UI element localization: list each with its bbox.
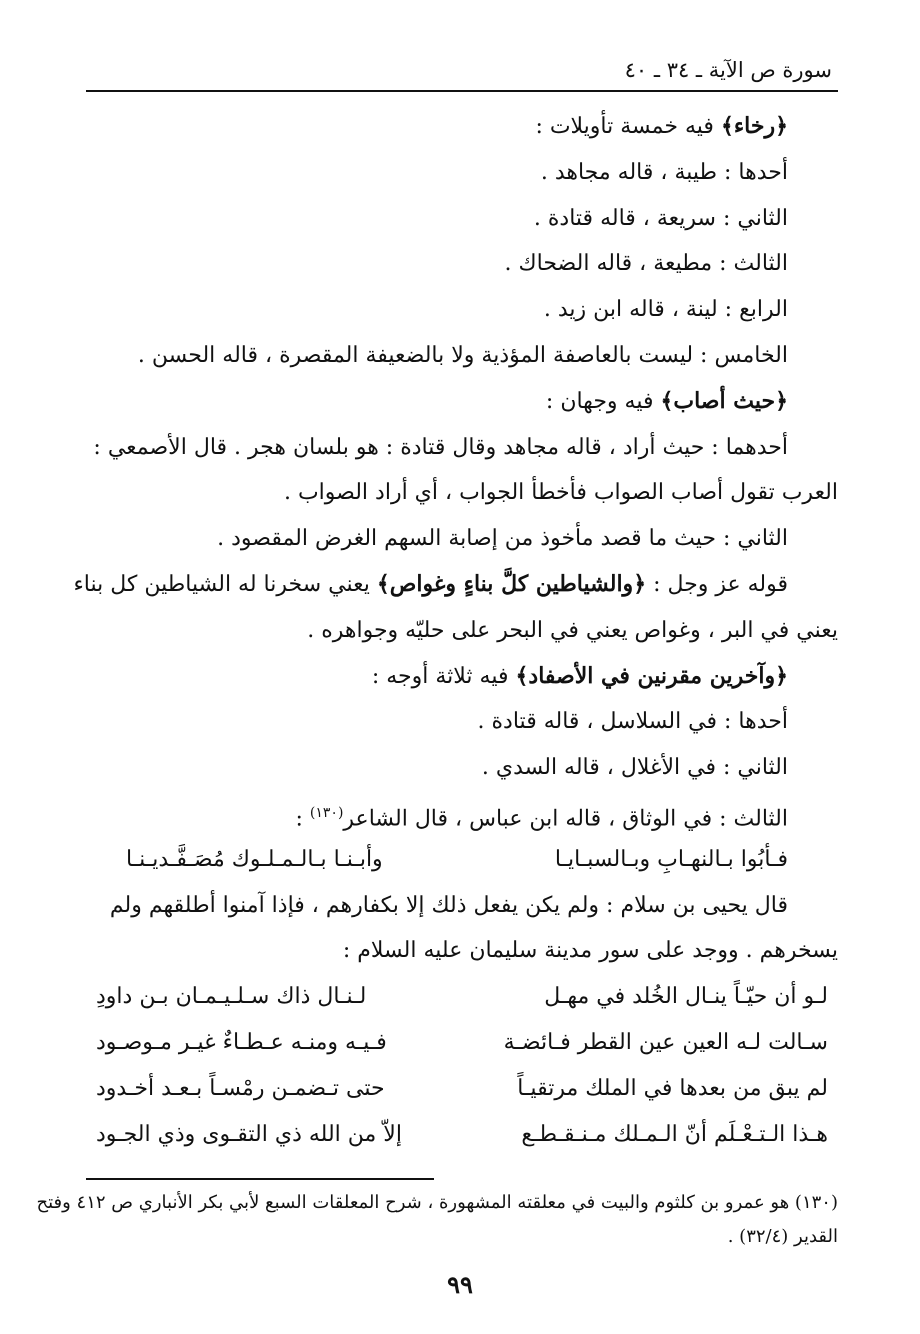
quran-term: وآخرين مقرنين في الأصفاد xyxy=(528,662,776,689)
verse-hemistich-first: لم يبق من بعدها في الملك مرتقيـاً xyxy=(517,1075,828,1101)
verse-hemistich-first: لـو أن حيّـاً ينـال الخُلد في مهـل xyxy=(544,984,828,1010)
verse-hemistich-first: سـالت لـه العين عين القطر فـائضـة xyxy=(503,1029,828,1055)
text-line: الخامس : ليست بالعاصفة المؤذية ولا بالضعيفة المقصرة ، قاله الحسن . xyxy=(137,342,788,368)
poem-line xyxy=(86,974,838,1020)
text-line: الثالث : مطيعة ، قاله الضحاك . xyxy=(504,251,788,277)
line-text: فيه خمسة تأويلات : xyxy=(535,114,721,139)
poem-line xyxy=(86,1066,838,1112)
poem-line xyxy=(86,1020,838,1066)
line-text: الثالث : في الوثاق ، قاله ابن عباس ، قال الشاعر xyxy=(343,806,788,832)
quran-bracket-close: ﴾ xyxy=(515,662,529,689)
verse-hemistich-first: هـذا الـتـعْـلَم أنّ الـمـلك مـنـقـطـع xyxy=(521,1121,828,1147)
line-text: فيه وجهان : xyxy=(545,388,661,414)
header-rule xyxy=(86,90,838,92)
line-text: يعني سخرنا له الشياطين كل بناء xyxy=(73,571,377,597)
quran-bracket-close: ﴾ xyxy=(660,387,674,414)
quran-term: رخاء xyxy=(733,113,776,139)
text-line: يسخرهم . ووجد على سور مدينة سليمان عليه السلام : xyxy=(342,938,838,964)
poem-line xyxy=(86,1112,838,1158)
text-line: الرابع : لينة ، قاله ابن زيد . xyxy=(543,297,788,323)
line-text: فيه ثلاثة أوجه : xyxy=(371,663,516,689)
verse-hemistich-second: لـنـال ذاك سـلـيـمـان بـن داودِ xyxy=(96,984,367,1010)
quran-bracket-close: ﴾ xyxy=(376,570,390,597)
text-line: يعني في البر ، وغواص يعني في البحر على حليّه وجواهره . xyxy=(307,617,838,643)
text-line: الثاني : حيث ما قصد مأخوذ من إصابة السهم الغرض المقصود . xyxy=(217,526,788,552)
line-text: قوله عز وجل : xyxy=(646,571,788,597)
quran-bracket-open: ﴿ xyxy=(775,662,788,689)
verse-line xyxy=(86,837,838,883)
text-line: أحدها : في السلاسل ، قاله قتادة . xyxy=(477,709,788,735)
body-text xyxy=(73,104,838,1157)
verse-hemistich-second: حتى تـضمـن رمْسـاً بـعـد أخـدود xyxy=(96,1075,385,1101)
footnote-line: القدير (٣٢/٤) . xyxy=(727,1226,838,1247)
text-line: الثاني : في الأغلال ، قاله السدي . xyxy=(481,755,788,781)
verse-hemistich-second: فـيـه ومنـه عـطـاءٌ غيـر مـوصـود xyxy=(96,1029,387,1055)
text-line xyxy=(86,379,838,425)
verse-hemistich-first: فـأبُوا بـالنهـابِ وبـالسبـايـا xyxy=(554,846,788,872)
verse-hemistich-second: إلاّ من الله ذي التقـوى وذي الجـود xyxy=(96,1121,402,1147)
quran-bracket-close: ﴾ xyxy=(720,113,734,139)
footnotes xyxy=(36,1186,838,1254)
text-line: العرب تقول أصاب الصواب فأخطأ الجواب ، أي أراد الصواب . xyxy=(283,480,838,506)
footnote-ref: (١٣٠) xyxy=(309,804,344,821)
footnote-rule xyxy=(86,1178,434,1180)
text-line: قال يحيى بن سلام : ولم يكن يفعل ذلك إلا بكفارهم ، فإذا آمنوا أطلقهم ولم xyxy=(109,892,788,918)
quran-term: حيث أصاب xyxy=(673,387,776,414)
text-line: الثاني : سريعة ، قاله قتادة . xyxy=(533,205,788,231)
line-text: : xyxy=(295,806,310,832)
quran-bracket-open: ﴿ xyxy=(775,113,788,139)
quran-bracket-open: ﴿ xyxy=(775,387,788,414)
text-line xyxy=(73,562,838,608)
text-line xyxy=(86,654,838,700)
text-line xyxy=(86,104,838,150)
text-line: أحدهما : حيث أراد ، قاله مجاهد وقال قتادة : هو بلسان هجر . قال الأصمعي : xyxy=(93,434,788,460)
running-header: سورة ص الآية ـ ٣٤ ـ ٤٠ xyxy=(624,58,832,82)
quran-bracket-open: ﴿ xyxy=(633,570,647,597)
footnote-line: (١٣٠) هو عمرو بن كلثوم والبيت في معلقته المشهورة ، شرح المعلقات السبع لأبي بكر الأنباري ص ٤١٢ وفتح xyxy=(36,1192,838,1213)
page-number: ٩٩ xyxy=(447,1270,473,1299)
text-line xyxy=(86,791,838,837)
verse-hemistich-second: وأبـنـا بـالـمـلـوك مُصَـفَّـديـنـا xyxy=(126,846,383,872)
text-line: أحدها : طيبة ، قاله مجاهد . xyxy=(540,159,788,185)
quran-term: والشياطين كلَّ بناءٍ وغواص xyxy=(389,570,634,597)
